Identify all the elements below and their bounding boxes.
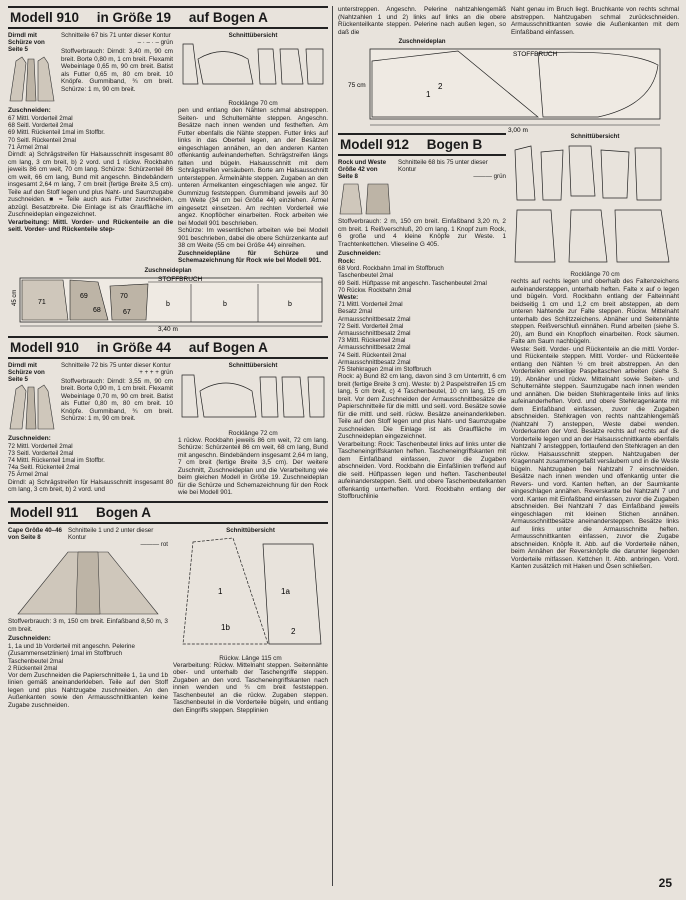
model-910-19-overview xyxy=(178,32,328,265)
model-number: Modell 911 xyxy=(10,504,79,520)
cutting-plan-title: Zuschneideplan xyxy=(144,266,192,274)
cutting-plan-title: Zuschneideplan xyxy=(398,38,446,45)
pattern-overview-sketch xyxy=(178,39,328,99)
model-sheet: auf Bogen A xyxy=(188,10,268,25)
cutting-item: 74 Seitl. Rückenteil 2mal xyxy=(338,351,407,359)
cutting-item: Taschenbeutel 2mal xyxy=(338,272,394,280)
cutting-title: Zuschneiden: xyxy=(8,434,51,442)
cutting-list xyxy=(8,643,168,672)
cutting-item: Besatz 2mal xyxy=(338,308,373,316)
page-number: 25 xyxy=(658,876,672,890)
cutting-item: 1, 1a und 1b Vorderteil mit angeschn. Pelerine (Zusammensetzlinien) 1mal im Stoffbruch xyxy=(8,643,135,658)
svg-text:2: 2 xyxy=(291,626,296,636)
cutting-plan-911 xyxy=(338,45,680,133)
skirt-length: Rocklänge 70 cm xyxy=(570,271,620,278)
plan-piece: b xyxy=(166,300,170,308)
cutting-title: Zuschneiden: xyxy=(338,250,381,257)
pattern-pieces-note: Schnitteile 67 bis 71 unter dieser Kontur xyxy=(61,32,171,39)
cutting-subtitle: Rock: xyxy=(338,258,356,265)
plan-piece: 67 xyxy=(123,308,131,316)
fabric-requirement: Stoffverbrauch: Dirndl: 3,55 m, 90 cm breit. Borte 0,90 m, 1 cm breit. Flexamit Webeinlage 0,70 m, 90 cm breit. Batist als Futter 0,80 m, 80 cm breit. 10 Knöpfe. Gummiband, ¾ cm breit. Schürze: 1 m, 90 cm breit. xyxy=(61,377,173,423)
cutting-item: 74a Seitl. Rückenteil 2mal xyxy=(8,464,80,472)
fabric-fold-label: STOFFBRUCH xyxy=(513,51,558,58)
processing-text: Verarbeitung: Rock: Taschenbeutel links auf links unter die Tascheneingriffskanten heften. Tascheneingriffskanten mit dem Einfaßband einfassen, zuvor die Zugaben abschneiden. Vord. Rockbahn die Einfaßlinien treffend auf die seitl. Hüftpassen legen und heften. Taschenbeutel aufeinandersteppen. Seitl. und obere Taschenbeutelkanten offenkantig unterheften. Vord. Rockbahn entlang der Stoffbruchlinie xyxy=(338,440,506,501)
fabric-requirement: Stoffverbrauch: Dirndl: 3,40 m, 90 cm breit. Borte 0,80 m, 1 cm breit. Flexamit Webeinlage 0,65 m, 90 cm breit. Batist als Futter 0,65 m, 80 cm breit. 10 Knöpfe. Gummiband, ¾ cm breit. Schürze: 1 m, 90 cm breit. xyxy=(61,48,173,93)
cutting-item: 74 Mittl. Rückenteil 1mal im Stoffbr. xyxy=(8,456,105,464)
cutting-item: 68 Seitl. Vorderteil 2mal xyxy=(8,122,74,130)
model-912-heading xyxy=(338,133,506,156)
plan-piece: 1 xyxy=(426,90,431,99)
plan-piece: b xyxy=(288,300,292,308)
plan-width: 45 cm xyxy=(12,289,18,306)
cutting-text: Rock: a) Bund 82 cm lang, davon sind 3 cm Untertritt, 6 cm breit (fertige Breite 3 cm). Weste: b) 2 Paspelstreifen 15 cm lang, 5 cm breit, c) 4 Taschenbeutel, 10 cm lang, 15 cm breit. Vor dem Zuschneiden der Armausschnittbesätze die Papierschnitteile für die mittl. und seitl. vord. Besätze sowie für die mittl. und seitl. rückw. Besätze aneinanderkleben. Teile auf den Stoff legen und plus Naht- und Saumzugabe zuschneiden. Die Einlage ist als Grauffläche im Zuschneideplan eingezeichnet. xyxy=(338,373,507,441)
plan-piece: b xyxy=(223,300,227,308)
cutting-plan-910 xyxy=(8,274,326,332)
dirndl-sketch xyxy=(8,383,56,433)
model-910-19-top xyxy=(8,32,328,265)
cape-processing-continued: unterstreppen. Angeschn. Pelerine nahtzahlengemäß (Nahtzahlen 1 und 2) links auf links an die obere Rückenteilkante steppen. Pelerine nach außen legen, so daß die xyxy=(338,6,506,36)
processing-continued: pen und entlang den Nähten schmal abstreppen. Seiten- und Schulternähte steppen. Angeschn. Besätze nach innen wenden und festheften. Am Futter ebenfalls die Nähte steppen. Futter links auf links in das Oberteil legen, an der Besätzen eingeschlagen annähen, an den anderen Kanten offenkantig aufeinanderheften. Schrägstreifen längs falten und bügeln. Halsausschnitt mit dem Schrägstreifen versäubern. Borte am Halsausschnitt untersteppen. Ärmelnähte steppen. Zugaben an den unteren Ärmelkanten eingeschlagen wie angez. für Gummizug feststeppen. Gummiband jeweils auf 30 cm Weite (34 cm bei Größe 44) einziehen. Ärmel eingesetzt einsetzen. Am rechten Vorderteil wie angez. Knopflöcher einarbeiten. Rock arbeiten wie bei Modell 901 beschrieben. xyxy=(178,107,328,227)
fabric-fold-label: STOFFBRUCH xyxy=(158,275,203,283)
model-911-heading xyxy=(8,501,328,524)
model-size: in Größe 19 xyxy=(96,10,172,25)
cutting-title: Zuschneiden: xyxy=(8,107,51,114)
model-label: Cape Größe 40–46 von Seite 8 xyxy=(8,526,62,541)
fabric-requirement: Stoffverbrauch: 3 m, 150 cm breit. Einfaßband 8,50 m, 3 cm breit. xyxy=(8,618,168,633)
model-sheet: Bogen B xyxy=(426,137,483,152)
cutting-item: 2 Rückenteil 2mal xyxy=(8,664,58,672)
cutting-item: Armausschnittbesatz 2mal xyxy=(338,330,411,338)
cutting-item: Armausschnittbesatz 2mal xyxy=(338,315,411,323)
apron-text: Schürze: Im wesentlichen arbeiten wie bei Modell 901 beschrieben, dabei die obere Schürzenkante auf 38 cm Weite (55 cm bei Größe 44) einreihen. xyxy=(178,227,328,249)
skirt-vest-sketch xyxy=(338,180,393,216)
processing-text: 1 rückw. Rockbahn jeweils 86 cm weit, 72 cm lang. Schürze: Schürzenteil 86 cm weit, 68 cm lang, Bund mit angeschn. Bindebändern insgesamt 2,64 m lang, 7 cm breit (fertige Breite 3,5 cm). Der weitere Zuschnitt, Zuschneideplan und die Verarbeitung wie beim gleichen Modell in Größe 19. Zuschneideplan für die Schürze und Schemazeichnung für den Rock wie bei Modell 901. xyxy=(178,436,328,496)
cutting-item: Taschenbeutel 2mal xyxy=(8,657,64,665)
contour-legend: + + + + grün xyxy=(139,368,173,376)
cutting-item: 72 Seitl. Vorderteil 2mal xyxy=(338,322,404,330)
pattern-pieces-note: Schnitteile 72 bis 75 unter dieser Kontur xyxy=(61,361,171,369)
apron-plan-note: Zuschneidepläne für Schürze und Schemazeichnung für Rock wie bel Modell 901. xyxy=(178,249,328,264)
model-number: Modell 912 xyxy=(340,137,410,152)
plan-piece: 71 xyxy=(38,298,46,306)
cutting-list-vest xyxy=(338,301,506,373)
model-sheet: Bogen A xyxy=(96,504,152,520)
fabric-requirement: Stoffverbrauch: 2 m, 150 cm breit. Einfaßband 3,20 m, 2 cm breit. 1 Reißverschluß, 20 cm lang. 1 Knopf zum Rock, 6 große und 4 kleine Knöpfe zur Weste. 1 Trachtenkettchen. Vlieseline G 405. xyxy=(338,218,506,248)
pattern-overview-sketch xyxy=(178,369,328,429)
pattern-pieces-note: Schnitteile 1 und 2 unter dieser Kontur xyxy=(68,526,154,541)
column-divider xyxy=(332,6,333,886)
cape-continued xyxy=(338,6,680,36)
model-910-44-top xyxy=(8,362,328,497)
pattern-overview-title: Schnittübersicht xyxy=(228,361,278,369)
skirt-length: Rocklänge 72 cm xyxy=(228,429,278,437)
model-number: Modell 910 xyxy=(10,339,80,355)
left-column xyxy=(8,6,328,714)
cutting-text: Dirndl: a) Schrägstreifen für Halsausschnitt insgesamt 80 cm lang, 3 cm breit, b) 2 vord. und 1 rückw. Rockbahn jeweils 86 cm weit, 70 cm lang. Schürze: Schürzenteil 86 cm weit, 66 cm lang, Bund mit angeschn. Bindebändern insgesamt 2,64 m lang, 7 cm breit (fertige Breite 3,5 cm). Teile auf den Stoff legen und plus Naht- und Saumzugabe zuschneiden. ■ = Teile auch aus Futter zuschneiden, abzügl. Besatzbreite. Die Einlage ist als Grauffläche im Zuschneideplan eingezeichnet. xyxy=(8,151,173,219)
model-910-19-heading xyxy=(8,6,328,29)
cutting-item: 71 Mittl. Vorderteil 2mal xyxy=(338,301,403,309)
cutting-item: Armausschnittbesatz 2mal xyxy=(338,344,411,352)
cutting-item: 69 Seitl. Hüftpasse mit angeschn. Taschenbeutel 2mal xyxy=(338,279,487,287)
cutting-item: 70 Seitl. Rückenteil 2mal xyxy=(8,136,77,144)
svg-text:1: 1 xyxy=(218,586,223,596)
model-size: in Größe 44 xyxy=(96,339,172,355)
back-length: Rückw. Länge 115 cm xyxy=(219,654,282,662)
contour-color: grün xyxy=(493,173,506,181)
skirt-processing: rechts auf rechts legen und oberhalb des Faltenzeichens aufeinandersteppen, unterhalb heften. Falte x auf o legen und bügeln. Vord. Rockbahn entlang der Falteinnaht beidseitig 1 cm und 1,2 cm breit absteppen, ab dem unteren Nahtende zur Falte steppen. Rückw. Mittelnaht unterhalb des Schlitzzeichens. Abnäher und Seitennähte steppen. Reißverschluß einnähen. Rund arbeiten (siehe S. 20), am Bund ein Knopfloch einarbeiten. Rock säumen. Falte am Saum nachbügeln. xyxy=(511,278,679,345)
contour-color: rot xyxy=(160,540,168,548)
plan-piece: 69 xyxy=(80,292,88,300)
model-912-section xyxy=(338,133,680,571)
plan-piece: 2 xyxy=(438,82,443,91)
cutting-list xyxy=(8,443,173,479)
processing-text: Verarbeitung: Rückw. Mittelnaht steppen. Seitennähte ober- und unterhalb der Taschengriffe steppen. Zugaben an den vord. Tascheneingriffskanten nach innen wenden und ¾ cm breit feststeppen. Taschenbeutel an die rückw. Zugaben steppen. Taschenbeutel in die Vorderteile bügeln, und entlang den Eingriffs steppen. Stepplinien xyxy=(173,661,328,714)
plan-piece: 70 xyxy=(120,292,128,300)
contour-legend: – · – · – grün xyxy=(137,39,173,47)
dirndl-sketch xyxy=(8,53,56,105)
cutting-item: 68 Vord. Rockbahn 1mal im Stoffbruch xyxy=(338,265,444,273)
plan-piece: 68 xyxy=(93,306,101,314)
cutting-subtitle: Weste: xyxy=(338,294,359,302)
pattern-overview-title: Schnittübersicht xyxy=(226,526,275,534)
svg-text:1a: 1a xyxy=(281,586,290,596)
skirt-length: Rocklänge 70 cm xyxy=(228,100,278,107)
cutting-list xyxy=(8,115,173,151)
model-label: Dirndl mit Schürze von Seite 5 xyxy=(8,32,45,53)
cutting-list-skirt xyxy=(338,265,506,294)
model-910-44-heading xyxy=(8,336,328,359)
cape-processing-end: Naht genau im Bruch liegt. Bruchkante von rechts schmal abstreppen. Nahtzugaben schmal zurückschneiden. Armausschnittkanten sowie die Außenkanten mit dem Einfaßband einfassen. xyxy=(511,6,679,36)
pattern-pieces-note: Schnitteile 68 bis 75 unter dieser Kontur xyxy=(398,159,488,174)
model-sheet: auf Bogen A xyxy=(188,339,268,355)
cape-sketch xyxy=(8,548,168,618)
vest-processing: Weste: Seitl. Vorder- und Rückenteile an die mittl. Vorder- und Rückenteile steppen. Mittl. Vorder- und Rückenteile entlang den Nähten ½ cm breit abstreppen. An den Vorderteilen einseitige Paspeltaschen arbeiten (siehe S. 19). Abnäher und rückw. Mittelnaht sowie Seiten- und Schulternähte steppen. Saumzugabe nach innen wenden und annähen. Die beiden Stehkragenteile links auf links aufeinanderheften. Vord. und obere Stehkragenkante mit dem Einfaßband einfassen, zuvor die Zugaben abschneiden. Stehkragen von rechts nahtzahlengemäß (Nahtzahl 7) ansteppen, Weste dabei wenden. Vorderkanten der Vord. Besätze rechts auf rechts auf die Vorderteile legen und an der Halsausschnittkante ebenfalls Nahtzahl 7 anstegppen, fortlaufend den Stehkragen an den rückw. Halsausschnitt steppen. Nahtzugaben der Kragennaht zusammengefaßt versäubern und in die Weste bügeln. Nahtzugaben bei Nahtzahl 7 einschneiden. Besätze nach innen wenden und offenkantig unter die Revers- und vord. Kanten heften, an der Saumkante eingeschlagen annähen. Reverskante bei Nahtzahl 7 und vord. Kanten mit Einfaßband einfassen, zuvor die Zugaben abschneiden. Bei Nahtzahl 7 das Einfaßband jeweils eingeschlagen mit kleinen Stichen annähen. Armausschnittbesätze aneinandersteppen. Besätze links auf links unter die Armausschnitte heften. Armausschnittkanten einfassen, zuvor die Zugabe abschneiden. Knöpfe It. Abb. auf die Vorderteile nähen, beim Annähen der Reversknöpfe die darunter liegenden Vorderteile mitfassen. Kettchen It. Abb. anbringen. Vord. Kanten zusätzlich mit Haken und Ösen schließen. xyxy=(511,345,679,570)
contour-legend: ——— grün xyxy=(473,173,506,181)
cutting-item: 71 Ärmel 2mal xyxy=(8,143,48,151)
svg-text:1b: 1b xyxy=(221,622,230,632)
plan-width: 75 cm xyxy=(348,82,366,89)
contour-color: grün xyxy=(160,368,173,376)
cutting-text: Dirndl: a) Schrägstreifen für Halsausschnitt insgesamt 80 cm lang, 3 cm breit, b) 2 vord. und xyxy=(8,478,173,494)
pattern-overview-sketch xyxy=(173,534,328,654)
cutting-item: Armausschnittbesatz 2mal xyxy=(338,358,411,366)
processing-text: Verarbeitung: Mittl. Vorder- und Rückenteile an die seitl. Vorder- und Rückenteile step- xyxy=(8,218,173,234)
cutting-item: 69 Mittl. Rückenteil 1mal im Stoffbr. xyxy=(8,129,105,137)
plan-length: 3,00 m xyxy=(508,127,528,133)
model-label: Rock und Weste Größe 42 von Seite 8 xyxy=(338,159,387,180)
right-column xyxy=(338,6,680,571)
cutting-item: 67 Mittl. Vorderteil 2mal xyxy=(8,115,73,122)
model-911-top xyxy=(8,527,328,715)
cutting-text: Vor dem Zuschneiden die Papierschnitteile 1, 1a und 1b linien gemäß aneinanderkleben. Teile auf den Stoff legen und plus Nahtzugabe zuschneiden. An den Außenkanten sowie den Armausschnittkanten keine Zugabe zuschneiden. xyxy=(8,671,168,709)
cutting-title: Zuschneiden: xyxy=(8,635,51,643)
contour-legend: ——— rot xyxy=(140,540,168,548)
pattern-overview-sketch xyxy=(511,140,679,270)
cutting-item: 70 Rückw. Rockbahn 2mal xyxy=(338,286,412,294)
plan-length: 3,40 m xyxy=(158,325,178,332)
model-number: Modell 910 xyxy=(10,10,80,25)
cutting-item: 73 Mittl. Rückenteil 2mal xyxy=(338,337,406,345)
cutting-item: 75 Ärmel 2mal xyxy=(8,471,48,479)
cutting-item: 73 Seitl. Vorderteil 2mal xyxy=(8,449,74,457)
cutting-item: 75 Stehkragen 2mal im Stoffbruch xyxy=(338,366,432,374)
model-label: Dirndl mit Schürze von Seite 5 xyxy=(8,361,45,383)
pattern-overview-title: Schnittübersicht xyxy=(228,32,278,39)
cutting-item: 72 Mittl. Vorderteil 2mal xyxy=(8,442,73,450)
model-910-19-info xyxy=(8,32,173,265)
contour-color: grün xyxy=(160,39,173,47)
pattern-overview-title: Schnittübersicht xyxy=(570,133,620,140)
